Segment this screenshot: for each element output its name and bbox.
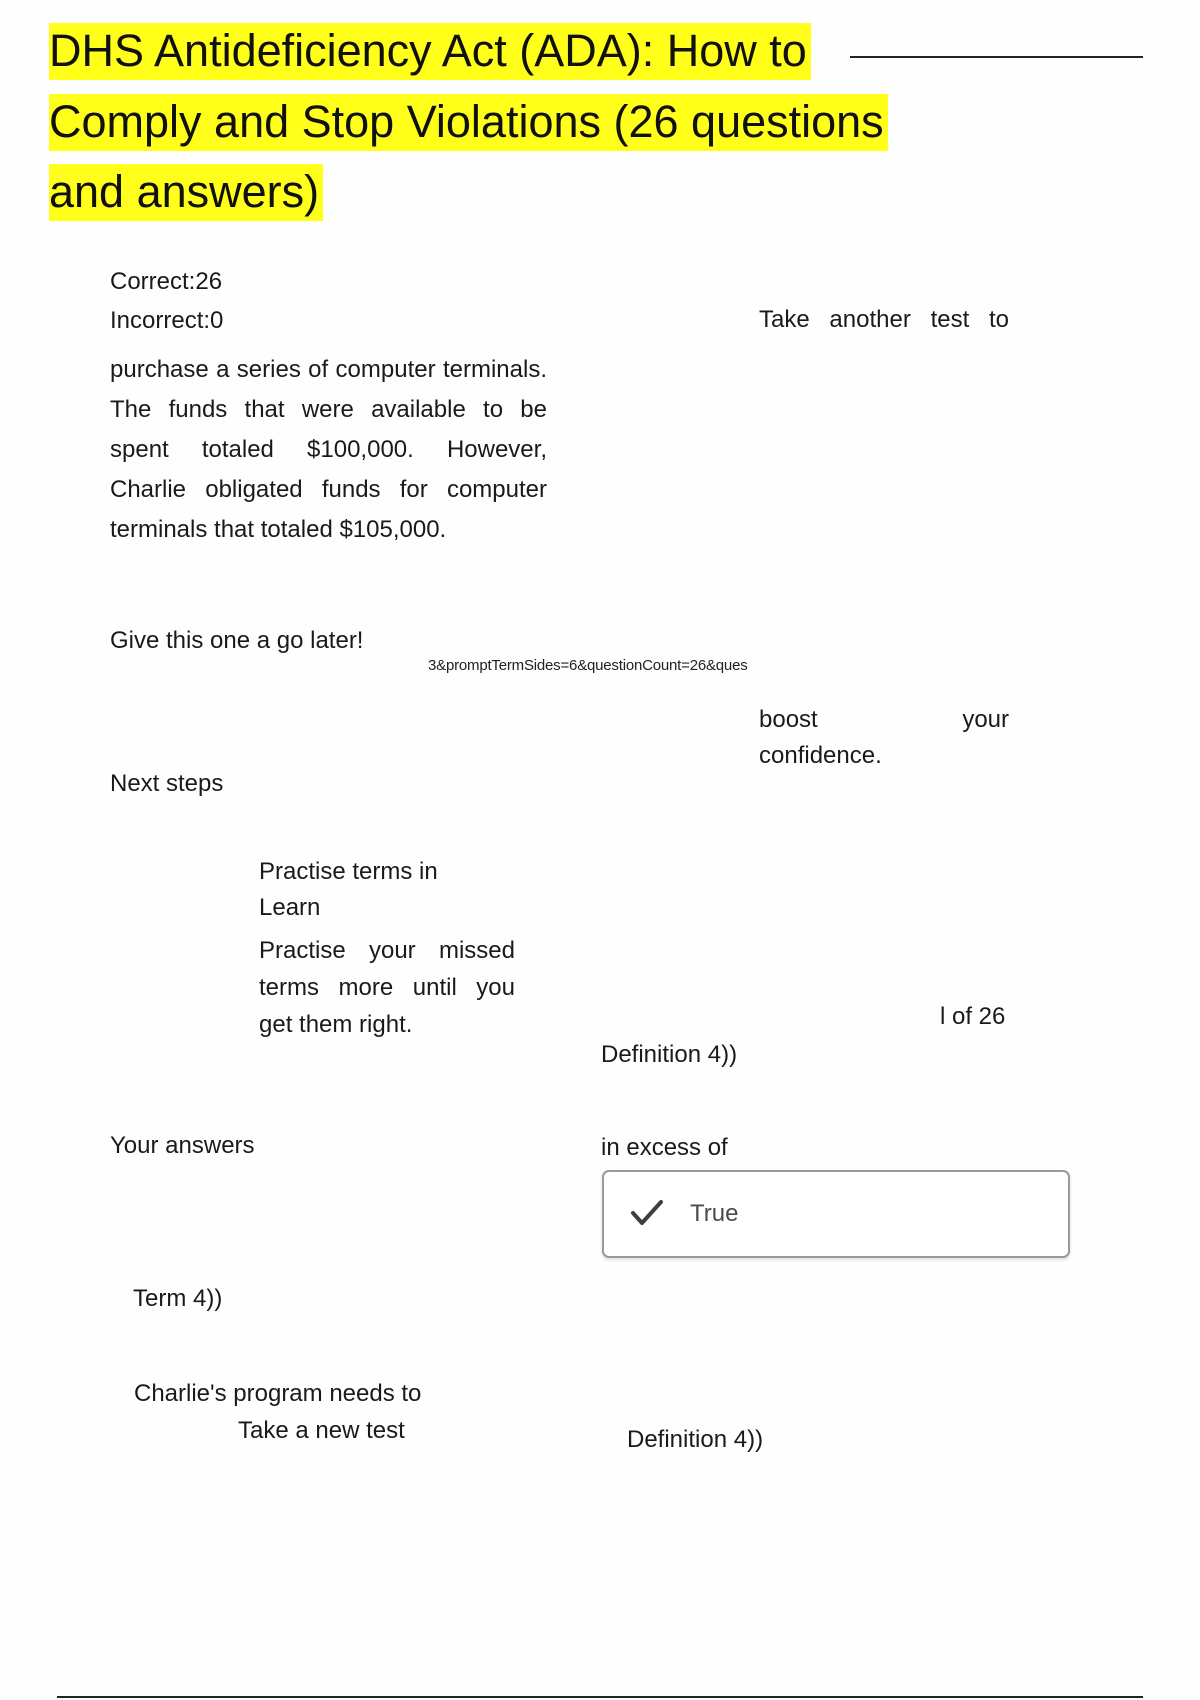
term-label: Term 4)) <box>133 1285 223 1312</box>
incorrect-count: Incorrect:0 <box>110 307 224 334</box>
title-divider <box>850 56 1143 58</box>
practise-title-line-1: Practise terms in <box>259 858 438 885</box>
page-title-line-2 <box>49 91 888 157</box>
definition-text: in excess of <box>601 1134 728 1161</box>
page-title-line-3 <box>49 161 323 227</box>
practise-description: Practise your missed terms more until you get them right. <box>259 937 515 1038</box>
question-paragraph: purchase a series of computer terminals. The funds that were available to be spent totaled $100,000. However, Charlie obligated funds for computer terminals that totaled $105,000. <box>110 356 547 543</box>
boost-confidence-text <box>759 702 1009 774</box>
confidence-word: confidence. <box>759 742 882 769</box>
definition-label-bottom: Definition 4)) <box>627 1426 764 1453</box>
answer-text: True <box>690 1200 739 1227</box>
answer-option-true[interactable] <box>602 1170 1070 1258</box>
definition-label-top: Definition 4)) <box>601 1041 738 1068</box>
bottom-divider <box>57 1696 1143 1698</box>
next-steps-heading: Next steps <box>110 770 224 797</box>
title-highlight-1: DHS Antideficiency Act (ADA): How to <box>49 23 811 80</box>
title-highlight-3: and answers) <box>49 164 323 221</box>
title-highlight-2: Comply and Stop Violations (26 questions <box>49 94 888 151</box>
your-word: your <box>962 706 1009 733</box>
page-title-line-1 <box>49 20 811 86</box>
take-another-test-text: Take another test to <box>759 306 1009 333</box>
term-text: Charlie's program needs to <box>134 1380 422 1407</box>
practise-title-line-2: Learn <box>259 894 321 921</box>
correct-count: Correct:26 <box>110 268 223 295</box>
practise-terms-link[interactable] <box>259 854 438 926</box>
url-fragment: 3&promptTermSides=6&questionCount=26&ques <box>428 657 748 674</box>
your-answers-heading: Your answers <box>110 1132 255 1159</box>
question-counter: l of 26 <box>940 1003 1006 1030</box>
take-new-test-button[interactable]: Take a new test <box>238 1417 405 1444</box>
check-icon <box>630 1198 664 1228</box>
boost-word: boost <box>759 706 818 733</box>
give-later-link[interactable]: Give this one a go later! <box>110 627 364 654</box>
